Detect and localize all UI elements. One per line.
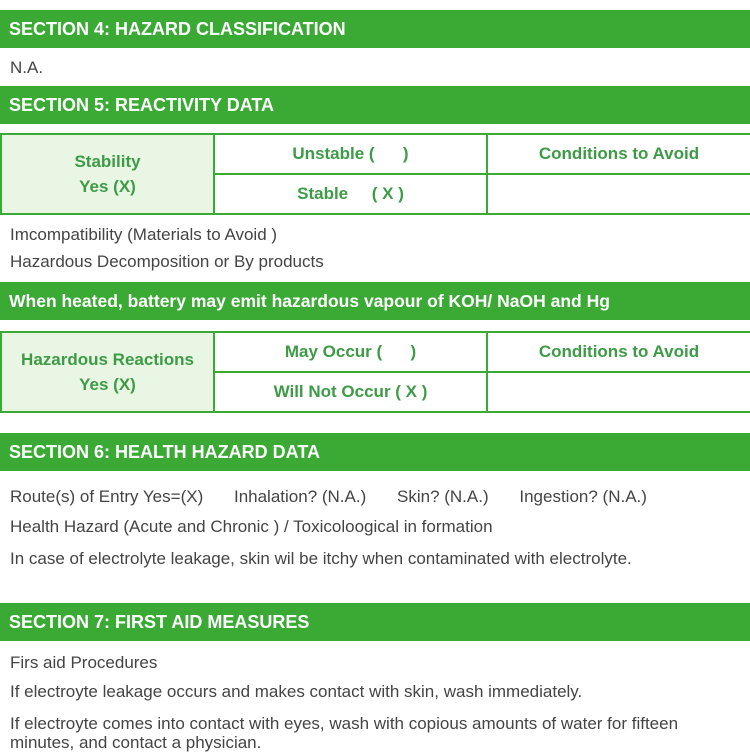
- reactions-conditions-header: Conditions to Avoid: [487, 332, 750, 372]
- hazardous-reactions-table: [0, 331, 750, 413]
- first-aid-procedures-label: Firs aid Procedures: [10, 653, 158, 672]
- hazardous-reactions-label-line1: Hazardous Reactions: [21, 350, 194, 369]
- heated-warning-banner: When heated, battery may emit hazardous vapour of KOH/ NaOH and Hg: [0, 282, 750, 320]
- may-occur-option: May Occur ( ): [214, 332, 487, 372]
- section-6-header: SECTION 6: HEALTH HAZARD DATA: [0, 433, 750, 471]
- stable-option: Stable ( X ): [214, 174, 487, 214]
- stability-label-line2: Yes (X): [79, 177, 136, 196]
- skin-contact-instructions: If electroyte leakage occurs and makes contact with skin, wash immediately.: [10, 682, 583, 701]
- leakage-note: In case of electrolyte leakage, skin wil be itchy when contaminated with electrolyte.: [10, 549, 632, 568]
- eye-contact-instructions: If electroyte comes into contact with eyes, wash with copious amounts of water for fifteen minutes, and contact a physician.: [10, 714, 679, 752]
- reactions-conditions-value: [487, 372, 750, 412]
- incompatibility-text: Imcompatibility (Materials to Avoid ): [10, 225, 278, 244]
- stability-table: [0, 133, 750, 215]
- decomposition-text: Hazardous Decomposition or By products: [10, 252, 324, 271]
- skin-value: Skin? (N.A.): [397, 487, 489, 506]
- hazardous-reactions-label: [1, 332, 214, 412]
- route-of-entry-row: [10, 487, 647, 507]
- stability-label: [1, 134, 214, 214]
- unstable-option: Unstable ( ): [214, 134, 487, 174]
- hazardous-reactions-label-line2: Yes (X): [79, 375, 136, 394]
- ingestion-value: Ingestion? (N.A.): [519, 487, 647, 506]
- health-hazard-text: Health Hazard (Acute and Chronic ) / Toxicoloogical in formation: [10, 517, 493, 536]
- route-of-entry-label: Route(s) of Entry Yes=(X): [10, 487, 204, 506]
- section-4-body: N.A.: [10, 58, 44, 77]
- stability-label-line1: Stability: [74, 152, 141, 171]
- stability-conditions-value: [487, 174, 750, 214]
- section-7-header: SECTION 7: FIRST AID MEASURES: [0, 603, 750, 641]
- will-not-occur-option: Will Not Occur ( X ): [214, 372, 487, 412]
- section-5-header: SECTION 5: REACTIVITY DATA: [0, 86, 750, 124]
- stability-conditions-header: Conditions to Avoid: [487, 134, 750, 174]
- section-4-header: SECTION 4: HAZARD CLASSIFICATION: [0, 10, 750, 48]
- inhalation-value: Inhalation? (N.A.): [233, 487, 367, 506]
